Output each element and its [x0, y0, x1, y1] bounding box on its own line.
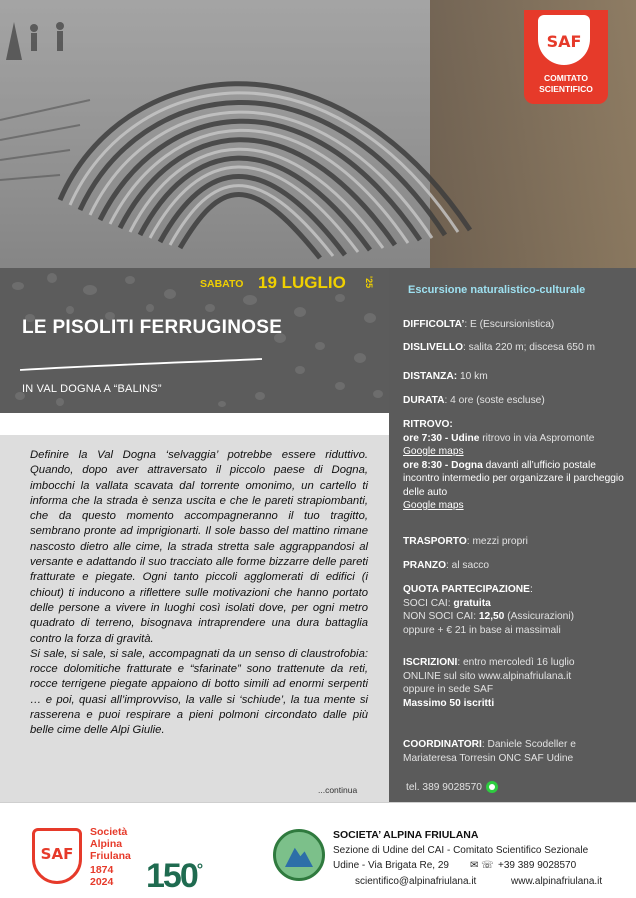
quota-colon: : — [529, 584, 533, 595]
phone-number[interactable]: tel. 389 9028570 — [406, 782, 482, 793]
phone-row — [406, 781, 631, 795]
ritrovo-1-time: ore 7:30 - Udine — [403, 432, 480, 444]
society-name-line-2: Alpina — [90, 838, 123, 850]
distanza-label: DISTANZA: — [403, 371, 458, 382]
badge-line-2: SCIENTIFICO — [539, 84, 593, 94]
soci-value: gratuita — [453, 597, 491, 609]
quota-oppure: oppure + € 21 in base ai massimali — [403, 624, 561, 636]
badge-line-1: COMITATO — [544, 73, 588, 83]
event-date: 19 LUGLIO — [258, 273, 346, 292]
footer-logo-text: SAF — [40, 845, 74, 863]
footer-org-name: SOCIETA’ ALPINA FRIULANA — [333, 829, 479, 841]
whatsapp-icon[interactable] — [486, 781, 498, 793]
anniversary-150-logo — [146, 857, 201, 896]
anniversary-number: 150 — [146, 857, 197, 895]
badge-caption — [524, 73, 608, 95]
iscrizioni-online: ONLINE sul sito www.alpinafriulana.it — [403, 670, 572, 682]
iscrizioni-label: ISCRIZIONI — [403, 657, 458, 668]
dislivello-value: : salita 220 m; discesa 650 m — [463, 342, 595, 353]
footer-address: Udine - Via Brigata Re, 29 — [333, 860, 449, 871]
footer-section-line: Sezione di Udine del CAI - Comitato Scientifico Sezionale — [333, 845, 589, 856]
coordinatori-block — [403, 738, 628, 765]
title-underline — [20, 359, 262, 370]
trasporto-label: TRASPORTO — [403, 536, 467, 547]
non-soci-label: NON SOCI CAI: — [403, 611, 479, 622]
non-soci-value: 12,50 — [478, 611, 505, 622]
trasporto-row — [403, 535, 628, 549]
event-title: LE PISOLITI FERRUGINOSE — [22, 317, 283, 338]
separator-strip — [0, 413, 389, 435]
event-subtitle: IN VAL DOGNA A “BALINS” — [22, 383, 162, 395]
iscrizioni-sede: oppure in sede SAF — [403, 684, 494, 695]
ritrovo-2-time: ore 8:30 - Dogna — [403, 459, 483, 471]
society-years — [90, 864, 113, 888]
event-weekday: SABATO — [200, 278, 244, 290]
pranzo-value: : al sacco — [446, 560, 490, 571]
ritrovo-block — [403, 418, 628, 513]
ritrovo-2-text: davanti all’ufficio postale incontro intermedio per organizzare il parcheggio delle auto — [403, 459, 624, 498]
footer-phone[interactable]: +39 389 9028570 — [498, 860, 577, 871]
footer-phone-icons: ✉ ☏ — [470, 860, 494, 871]
google-maps-link-1[interactable]: Google maps — [403, 446, 464, 457]
year-start: 1874 — [90, 864, 114, 876]
year-end: 2024 — [90, 876, 114, 888]
society-name — [90, 826, 150, 862]
event-year: '25 — [364, 276, 374, 289]
soci-label: SOCI CAI: — [403, 597, 454, 609]
footer-email[interactable]: scientifico@alpinafriulana.it — [355, 876, 477, 887]
ritrovo-label: RITROVO: — [403, 419, 453, 430]
dislivello-row — [403, 341, 628, 355]
event-category: Escursione naturalistico-culturale — [408, 284, 586, 296]
difficolta-row — [403, 318, 628, 332]
intro-text — [30, 448, 368, 739]
footer-website[interactable]: www.alpinafriulana.it — [511, 876, 603, 887]
iscrizioni-value: : entro mercoledì 16 luglio — [457, 657, 575, 668]
society-name-line-3: Friulana — [90, 850, 131, 862]
continua-link[interactable]: ...continua — [318, 785, 358, 795]
durata-label: DURATA — [403, 395, 445, 406]
distanza-row — [403, 370, 628, 384]
distanza-value: 10 km — [457, 371, 488, 382]
coordinatori-value: : Daniele Scodeller e Mariateresa Torresin ONC SAF Udine — [403, 739, 576, 764]
durata-value: : 4 ore (soste escluse) — [444, 395, 545, 406]
intro-paragraph-2: Si sale, si sale, si sale, accompagnati da un senso di claustrofobia: rocce dolomitiche fratturate e “sfarinate” sono trattenute da reti, rocce terrigene piegate appaiono di botto simili ad enormi serpenti … e poi, quasi all’improvviso, la valle si ‘schiude’, la tua mente si rasserena e puoi respirare a pieni polmoni circondato dalle più belle cime delle Alpi Giulie. — [30, 647, 368, 737]
trasporto-value: : mezzi propri — [466, 536, 528, 547]
ritrovo-1-text: ritrovo in via Aspromonte — [479, 432, 595, 444]
google-maps-link-2[interactable]: Google maps — [403, 500, 464, 511]
massimo-iscritti: Massimo 50 iscritti — [403, 697, 495, 709]
intro-paragraph-1: Definire la Val Dogna ‘selvaggia’ potrebbe essere riduttivo. Quando, dopo aver attraversato il piccolo paese di Dogna, imbocchi la vallata scavata dal torrente omonimo, un cartello ti informa che la strada è senza uscita e che le pareti strapiombanti, che da questo momento accompagneranno il tuo tragitto, sembrano pronte ad imprigionarti. Il sole basso del mattino rimane nascosto dietro alle cime, la strada stretta sale aggrappandosi al versante e adattando il suo tracciato alle forme bizzarre delle pareti fratturate e piegate. Ogni tanto piccoli agglomerati di edifici (i chiout) ti inducono a riflettere sulle motivazioni che hanno portato delle persone a vivere in luoghi così isolati dove, per ogni metro quadrato di terreno, bisognava intraprendere una dura battaglia contro la forza di gravità. — [30, 449, 368, 645]
dislivello-label: DISLIVELLO — [403, 342, 463, 353]
non-soci-note: (Assicurazioni) — [504, 611, 574, 622]
quota-block — [403, 583, 628, 637]
coordinatori-label: COORDINATORI — [403, 739, 482, 750]
saf-badge-logo: SAF — [546, 32, 582, 51]
difficolta-value: : E (Escursionistica) — [464, 319, 555, 330]
pranzo-label: PRANZO — [403, 560, 447, 571]
society-name-line-1: Società — [90, 826, 128, 838]
pranzo-row — [403, 559, 628, 573]
difficolta-label: DIFFICOLTA’ — [403, 319, 465, 330]
durata-row — [403, 394, 628, 408]
quota-label: QUOTA PARTECIPAZIONE — [403, 584, 530, 595]
iscrizioni-block — [403, 656, 628, 710]
anniversary-degree: ° — [196, 861, 202, 879]
